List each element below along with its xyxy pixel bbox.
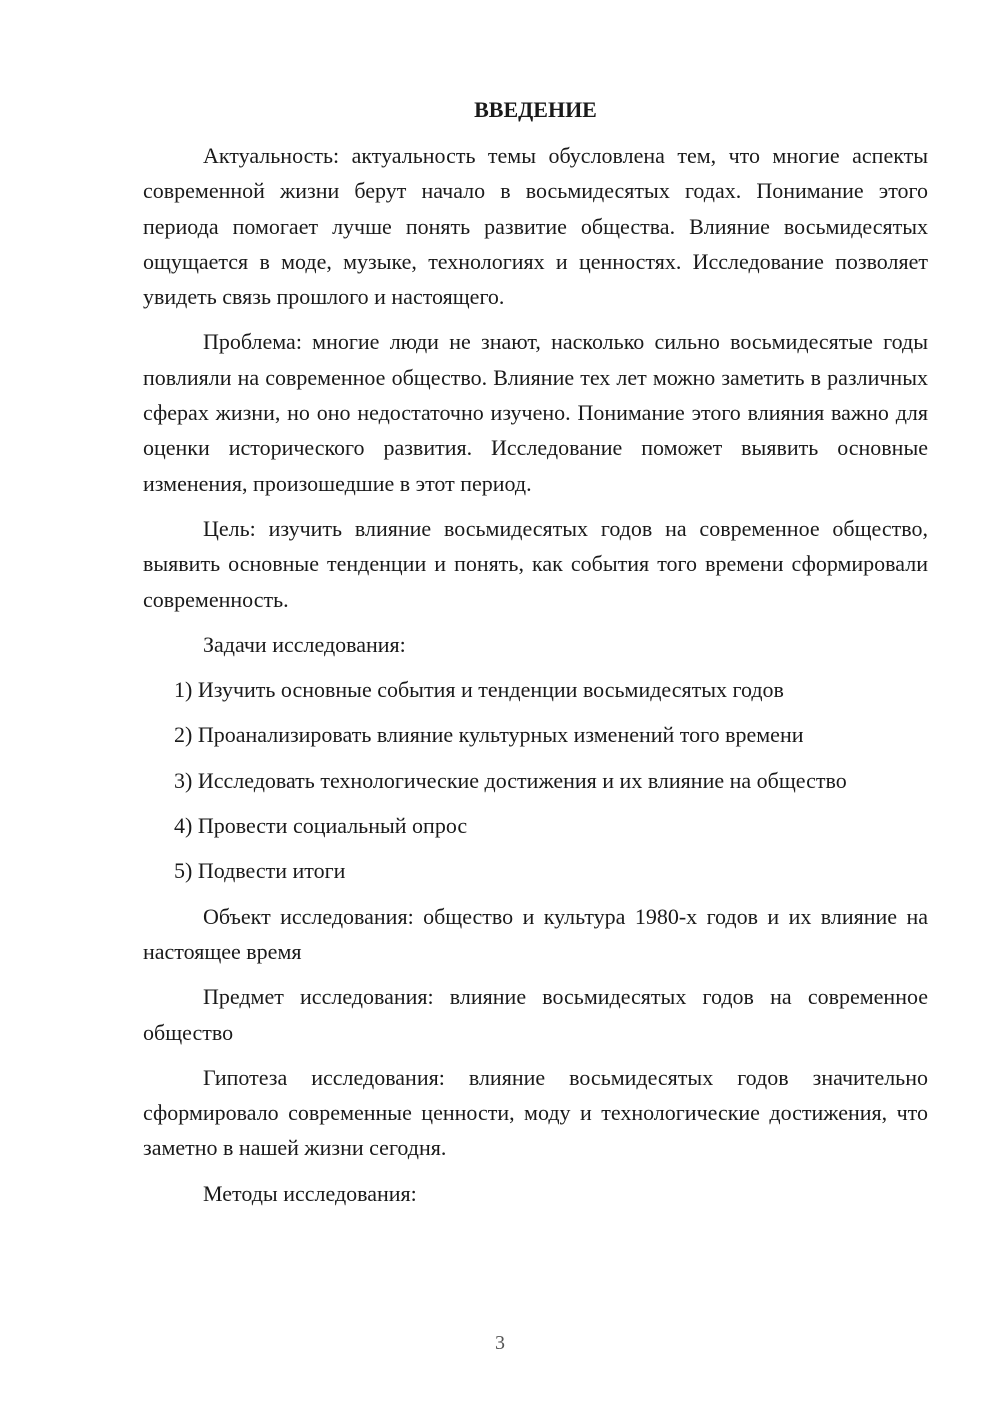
page-number: 3 [495,1332,505,1354]
paragraph-problem: Проблема: многие люди не знают, насколько сильно восьмидесятые годы повлияли на современное общество. Влияние тех лет можно заметить в различных сферах жизни, но оно недостаточно изучено. Понимание этого влияния важно для оценки исторического развития. Исследование поможет выявить основные изменения, произошедшие в этот период. [143,329,928,496]
paragraph-goal: Цель: изучить влияние восьмидесятых годов на современное общество, выявить основные тенденции и понять, как события того времени сформировали современность. [143,515,928,612]
paragraph-subject: Предмет исследования: влияние восьмидесятых годов на современное общество [143,984,928,1045]
list-item: 3) Исследовать технологические достижения и их влияние на общество [174,767,847,793]
section-title: ВВЕДЕНИЕ [474,97,597,122]
tasks-list [143,672,928,888]
tasks-heading: Задачи исследования: [203,631,406,657]
paragraph-object: Объект исследования: общество и культура 1980-х годов и их влияние на настоящее время [143,903,928,964]
document-page [143,92,928,1221]
list-item: 5) Подвести итоги [174,858,346,884]
list-item: 1) Изучить основные события и тенденции восьмидесятых годов [174,677,784,703]
list-item: 4) Провести социальный опрос [174,813,468,839]
methods-heading: Методы исследования: [203,1180,417,1206]
paragraph-hypothesis: Гипотеза исследования: влияние восьмидесятых годов значительно сформировало современные ценности, моду и технологические достижения, что заметно в нашей жизни сегодня. [143,1064,928,1161]
list-item: 2) Проанализировать влияние культурных изменений того времени [174,722,804,748]
paragraph-relevance: Актуальность: актуальность темы обусловлена тем, что многие аспекты современной жизни берут начало в восьмидесятых годах. Понимание этого периода помогает лучше понять развитие общества. Влияние восьмидесятых ощущается в моде, музыке, технологиях и ценностях. Исследование позволяет увидеть связь прошлого и настоящего. [143,143,928,310]
